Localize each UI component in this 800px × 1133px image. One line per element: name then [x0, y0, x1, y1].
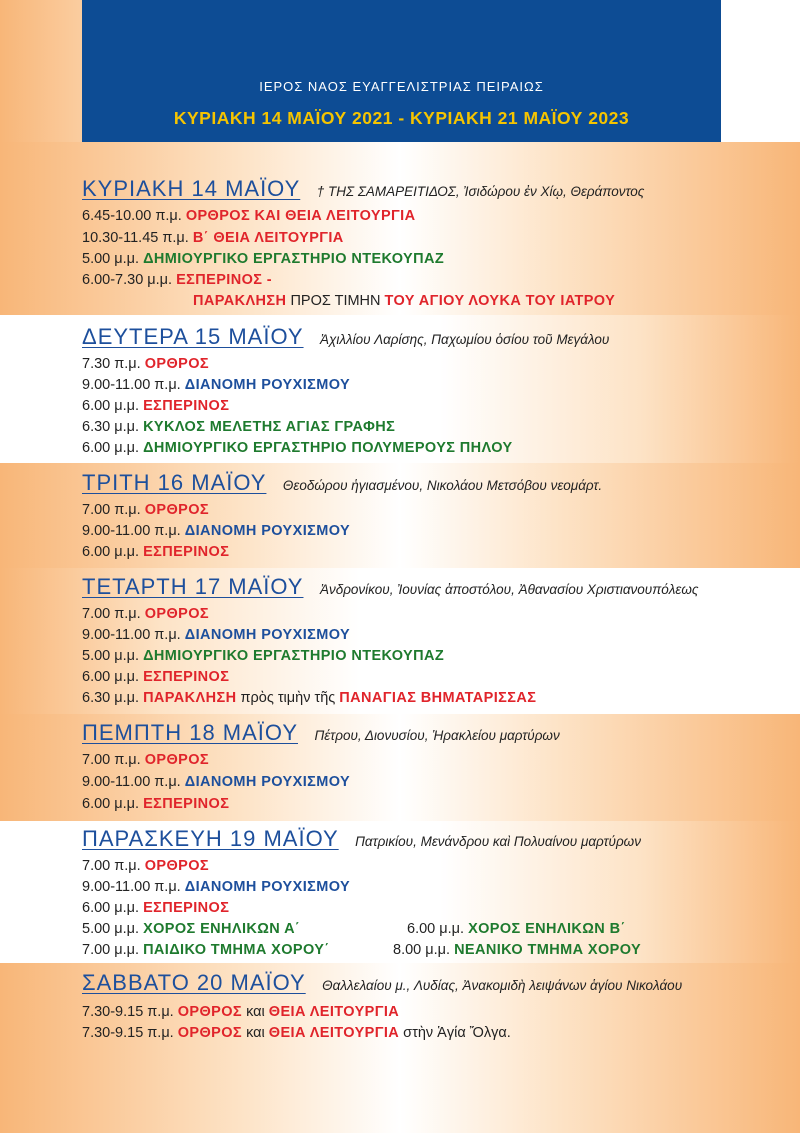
schedule-row [82, 921, 300, 937]
event: ΕΣΠΕΡΙΝΟΣ - [176, 272, 273, 288]
saint-of-day: Ἀνδρονίκου, Ἰουνίας ἀποστόλου, Ἀθανασίου Χριστιανουπόλεως [319, 582, 699, 597]
schedule-row [82, 398, 229, 414]
day-heading [82, 176, 644, 202]
time: 6.00 μ.μ. [82, 796, 140, 812]
schedule-row [82, 942, 330, 958]
schedule-row [407, 921, 626, 937]
event: Β΄ ΘΕΙΑ ΛΕΙΤΟΥΡΓΙΑ [192, 230, 344, 246]
time: 6.00 μ.μ. [407, 921, 465, 937]
schedule-row [393, 942, 641, 958]
event: ΠΑΙΔΙΚΟ ΤΜΗΜΑ ΧΟΡΟΥ΄ [143, 942, 330, 958]
saint-of-day: Θεοδώρου ἡγιασμένου, Νικολάου Μετσόβου νεομάρτ. [282, 478, 603, 493]
time: 7.30 π.μ. [82, 356, 141, 372]
time: 9.00-11.00 π.μ. [82, 774, 181, 790]
event: ΔΗΜΙΟΥΡΓΙΚΟ ΕΡΓΑΣΤΗΡΙΟ ΝΤΕΚΟΥΠΑΖ [143, 251, 445, 267]
schedule-row [82, 251, 444, 267]
event: ΟΡΘΡΟΣ [144, 606, 209, 622]
event: ΟΡΘΡΟΣ [144, 752, 209, 768]
schedule-row [82, 356, 209, 372]
event: ΔΗΜΙΟΥΡΓΙΚΟ ΕΡΓΑΣΤΗΡΙΟ ΠΟΛΥΜΕΡΟΥΣ ΠΗΛΟΥ [143, 440, 513, 456]
time: 6.00 μ.μ. [82, 669, 140, 685]
time: 7.00 μ.μ. [82, 942, 140, 958]
time: 6.00 μ.μ. [82, 544, 140, 560]
time: 10.30-11.45 π.μ. [82, 230, 189, 246]
event: ΟΡΘΡΟΣ [144, 858, 209, 874]
day-heading [82, 970, 682, 996]
schedule-row [82, 1025, 511, 1041]
day-heading [82, 720, 560, 746]
event: ΕΣΠΕΡΙΝΟΣ [143, 796, 230, 812]
schedule-row [193, 293, 615, 309]
day-heading [82, 574, 698, 600]
day-title: ΤΡΙΤΗ 16 ΜΑΪΟΥ [82, 470, 267, 495]
church-name: ΙΕΡΟΣ ΝΑΟΣ ΕΥΑΓΓΕΛΙΣΤΡΙΑΣ ΠΕΙΡΑΙΩΣ [259, 79, 544, 94]
day-title: ΤΕΤΑΡΤΗ 17 ΜΑΪΟΥ [82, 574, 304, 599]
time: 6.00-7.30 μ.μ. [82, 272, 173, 288]
event-note: και [246, 1004, 265, 1020]
event: ΘΕΙΑ ΛΕΙΤΟΥΡΓΙΑ [268, 1025, 400, 1041]
schedule-row [82, 523, 350, 539]
time: 6.30 μ.μ. [82, 419, 140, 435]
time: 6.00 μ.μ. [82, 440, 140, 456]
day-title: ΚΥΡΙΑΚΗ 14 ΜΑΪΟΥ [82, 176, 301, 201]
day-title: ΔΕΥΤΕΡΑ 15 ΜΑΪΟΥ [82, 324, 304, 349]
time: 9.00-11.00 π.μ. [82, 627, 181, 643]
schedule-row [82, 230, 344, 246]
schedule-row [82, 879, 350, 895]
time: 7.00 π.μ. [82, 502, 141, 518]
schedule-row [82, 544, 229, 560]
schedule-row [82, 1004, 399, 1020]
day-heading [82, 470, 602, 496]
event: ΟΡΘΡΟΣ [177, 1004, 243, 1020]
event: ΟΡΘΡΟΣ [144, 356, 209, 372]
event: ΔΗΜΙΟΥΡΓΙΚΟ ΕΡΓΑΣΤΗΡΙΟ ΝΤΕΚΟΥΠΑΖ [143, 648, 445, 664]
event-note: στὴν Ἁγία Ὄλγα. [403, 1025, 511, 1041]
event: ΕΣΠΕΡΙΝΟΣ [143, 398, 230, 414]
day-heading [82, 826, 641, 852]
time: 5.00 μ.μ. [82, 251, 140, 267]
time: 6.45-10.00 π.μ. [82, 208, 182, 224]
saint-of-day: Ἀχιλλίου Λαρίσης, Παχωμίου ὁσίου τοῦ Μεγάλου [320, 332, 610, 347]
day-title: ΠΑΡΑΣΚΕΥΗ 19 ΜΑΪΟΥ [82, 826, 339, 851]
schedule-row [82, 377, 350, 393]
time: 7.00 π.μ. [82, 606, 141, 622]
day-title: ΣΑΒΒΑΤΟ 20 ΜΑΪΟΥ [82, 970, 306, 995]
schedule-row [82, 669, 229, 685]
schedule-row [82, 690, 536, 706]
saint-of-day: Θαλλελαίου μ., Λυδίας, Ἀνακομιδὴ λειψάνων ἁγίου Νικολάου [322, 978, 683, 993]
event: ΕΣΠΕΡΙΝΟΣ [143, 900, 230, 916]
time: 5.00 μ.μ. [82, 648, 140, 664]
day-title: ΠΕΜΠΤΗ 18 ΜΑΪΟΥ [82, 720, 298, 745]
schedule-row [82, 796, 229, 812]
event: ΔΙΑΝΟΜΗ ΡΟΥΧΙΣΜΟΥ [184, 377, 351, 393]
header-banner [82, 0, 721, 142]
time: 6.00 μ.μ. [82, 900, 140, 916]
event: ΕΣΠΕΡΙΝΟΣ [143, 544, 230, 560]
time: 7.30-9.15 π.μ. [82, 1025, 174, 1041]
schedule-row [82, 900, 229, 916]
schedule-row [82, 272, 272, 288]
schedule-row [82, 502, 209, 518]
schedule-row [82, 774, 350, 790]
time: 9.00-11.00 π.μ. [82, 879, 181, 895]
saint-of-day: † ΤΗΣ ΣΑΜΑΡΕΙΤΙΔΟΣ, Ἰσιδώρου ἐν Χίῳ, Θεράποντος [316, 184, 645, 199]
schedule-row [82, 419, 395, 435]
time: 9.00-11.00 π.μ. [82, 377, 181, 393]
event: ΝΕΑΝΙΚΟ ΤΜΗΜΑ ΧΟΡΟΥ [454, 942, 642, 958]
event-note: και [246, 1025, 265, 1041]
event: ΔΙΑΝΟΜΗ ΡΟΥΧΙΣΜΟΥ [184, 627, 351, 643]
time: 7.00 π.μ. [82, 752, 141, 768]
event: ΧΟΡΟΣ ΕΝΗΛΙΚΩΝ Α΄ [143, 921, 301, 937]
time: 8.00 μ.μ. [393, 942, 451, 958]
schedule-row [82, 208, 415, 224]
background-band [0, 142, 800, 315]
saint-of-day: Πέτρου, Διονυσίου, Ἡρακλείου μαρτύρων [314, 728, 560, 743]
event: ΤΟΥ ΑΓΙΟΥ ΛΟΥΚΑ ΤΟΥ ΙΑΤΡΟΥ [384, 293, 616, 309]
event: ΠΑΝΑΓΙΑΣ ΒΗΜΑΤΑΡΙΣΣΑΣ [339, 690, 537, 706]
time: 6.30 μ.μ. [82, 690, 140, 706]
event: ΔΙΑΝΟΜΗ ΡΟΥΧΙΣΜΟΥ [184, 774, 351, 790]
event-note: πρὸς τιμὴν τῆς [240, 690, 336, 706]
event: ΠΑΡΑΚΛΗΣΗ [143, 690, 237, 706]
event: ΟΡΘΡΟΣ [177, 1025, 243, 1041]
schedule-row [82, 648, 444, 664]
event: ΟΡΘΡΟΣ ΚΑΙ ΘΕΙΑ ΛΕΙΤΟΥΡΓΙΑ [185, 208, 416, 224]
schedule-row [82, 627, 350, 643]
time: 9.00-11.00 π.μ. [82, 523, 181, 539]
event-note: ΠΡΟΣ ΤΙΜΗΝ [290, 293, 381, 309]
time: 6.00 μ.μ. [82, 398, 140, 414]
date-range: ΚΥΡΙΑΚΗ 14 ΜΑΪΟΥ 2021 - ΚΥΡΙΑΚΗ 21 ΜΑΪΟΥ 2023 [173, 108, 630, 128]
schedule-row [82, 858, 209, 874]
event: ΧΟΡΟΣ ΕΝΗΛΙΚΩΝ Β΄ [468, 921, 626, 937]
event: ΟΡΘΡΟΣ [144, 502, 209, 518]
event: ΚΥΚΛΟΣ ΜΕΛΕΤΗΣ ΑΓΙΑΣ ΓΡΑΦΗΣ [143, 419, 396, 435]
schedule-row [82, 752, 209, 768]
saint-of-day: Πατρικίου, Μενάνδρου καὶ Πολυαίνου μαρτύρων [355, 834, 641, 849]
event: ΕΣΠΕΡΙΝΟΣ [143, 669, 230, 685]
event: ΔΙΑΝΟΜΗ ΡΟΥΧΙΣΜΟΥ [184, 879, 351, 895]
schedule-row [82, 440, 513, 456]
event: ΠΑΡΑΚΛΗΣΗ [193, 293, 287, 309]
day-heading [82, 324, 609, 350]
event: ΔΙΑΝΟΜΗ ΡΟΥΧΙΣΜΟΥ [184, 523, 351, 539]
event: ΘΕΙΑ ΛΕΙΤΟΥΡΓΙΑ [268, 1004, 400, 1020]
time: 7.30-9.15 π.μ. [82, 1004, 174, 1020]
time: 7.00 π.μ. [82, 858, 141, 874]
time: 5.00 μ.μ. [82, 921, 140, 937]
schedule-row [82, 606, 209, 622]
